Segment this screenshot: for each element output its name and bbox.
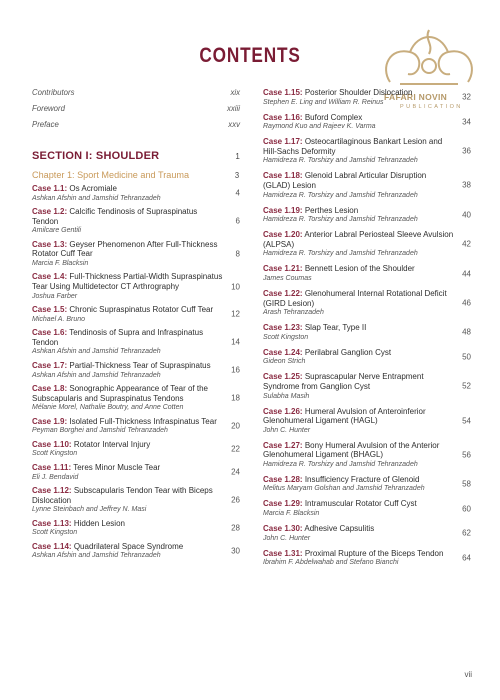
case-title: Insufficiency Fracture of Glenoid: [304, 474, 420, 484]
page-ref: 30: [231, 546, 240, 556]
toc-entry[interactable]: [263, 407, 471, 435]
case-authors: Hamidreza R. Torshizy and Jamshid Tehranzadeh: [263, 216, 418, 224]
case-title: Rotator Interval Injury: [73, 439, 151, 449]
case-authors: Marcia F. Blacksin: [32, 259, 89, 267]
page-ref: xxiii: [227, 104, 240, 113]
case-number: Case 1.3:: [32, 239, 68, 249]
case-number: Case 1.12:: [32, 486, 72, 495]
page-ref: 48: [462, 327, 471, 337]
case-title: Os Acromiale: [69, 184, 117, 193]
toc-entry[interactable]: [263, 323, 471, 342]
case-title: Geyser Phenomenon After Full-Thickness Rotator Cuff Tear: [32, 239, 218, 259]
case-authors: James Coumas: [263, 274, 312, 282]
case-authors: Ashkan Afshin and Jamshid Tehranzadeh: [32, 552, 161, 560]
entry-title: [32, 384, 224, 403]
case-number: Case 1.22:: [263, 288, 303, 298]
case-authors: Ashkan Afshin and Jamshid Tehranzadeh: [32, 348, 161, 356]
case-number: Case 1.27:: [263, 440, 303, 450]
page-ref: 38: [462, 180, 471, 190]
page-ref: 3: [234, 171, 240, 180]
case-authors: Joshua Farber: [32, 292, 78, 300]
page-ref: 16: [231, 365, 240, 375]
case-authors: Michael A. Bruno: [32, 315, 86, 323]
toc-entry[interactable]: [32, 184, 240, 203]
page-ref: 40: [462, 210, 471, 220]
case-title: Teres Minor Muscle Tear: [73, 462, 161, 472]
case-number: Case 1.20:: [263, 230, 303, 240]
toc-entry[interactable]: [32, 519, 240, 538]
toc-entry[interactable]: [32, 417, 240, 436]
page-ref: 1: [235, 152, 240, 161]
case-number: Case 1.23:: [263, 323, 303, 333]
case-title: Slap Tear, Type II: [304, 323, 367, 333]
toc-entry[interactable]: [263, 499, 471, 518]
case-authors: Ibrahim F. Abdelwahab and Stefano Bianchi: [263, 559, 399, 567]
case-title: Sonographic Appearance of Tear of the Subscapularis and Supraspinatus Tendons: [32, 384, 208, 403]
case-title: Isolated Full-Thickness Infraspinatus Tear: [69, 416, 217, 426]
front-matter-preface[interactable]: Preface xxv: [32, 120, 240, 129]
case-title: Buford Complex: [304, 112, 363, 122]
page-ref: 50: [462, 352, 471, 362]
case-authors: Scott Kingston: [263, 333, 309, 341]
logo-sub-text: PUBLICATION: [400, 104, 463, 110]
page-ref: 62: [462, 528, 471, 538]
entry-title: [263, 524, 455, 534]
entry-title: [263, 499, 455, 509]
case-number: Case 1.21:: [263, 264, 303, 274]
case-title: Osteocartilaginous Bankart Lesion and Hill-Sachs Deformity: [263, 137, 443, 156]
entry-title: [263, 407, 455, 426]
page-ref: 64: [462, 553, 471, 563]
toc-entry[interactable]: [32, 361, 240, 380]
case-number: Case 1.19:: [263, 205, 303, 215]
case-title: Proximal Rupture of the Biceps Tendon: [304, 548, 444, 558]
toc-entry[interactable]: [32, 486, 240, 514]
case-title: Bennett Lesion of the Shoulder: [304, 264, 415, 274]
toc-entry[interactable]: [263, 206, 471, 225]
entry-title: [32, 361, 224, 371]
case-authors: Raymond Kuo and Rajeev K. Varma: [263, 123, 376, 131]
page-ref: 4: [235, 188, 240, 198]
section-heading[interactable]: SECTION I: SHOULDER 1: [32, 150, 240, 162]
entry-title: [32, 440, 224, 450]
case-number: Case 1.16:: [263, 112, 303, 122]
page-ref: 42: [462, 239, 471, 249]
page-number: vii: [464, 670, 472, 679]
page-ref: 12: [231, 309, 240, 319]
front-matter-contributors[interactable]: Contributors xix: [32, 88, 240, 97]
case-number: Case 1.31:: [263, 548, 303, 558]
page-ref: 36: [462, 146, 471, 156]
page-ref: 18: [231, 393, 240, 403]
case-authors: Hamidreza R. Torshizy and Jamshid Tehranzadeh: [263, 250, 418, 258]
page-ref: 60: [462, 504, 471, 514]
case-title: Glenoid Labral Articular Disruption (GLAD) Lesion: [263, 171, 427, 190]
case-title: Adhesive Capsulitis: [304, 524, 375, 534]
case-authors: John C. Hunter: [263, 534, 311, 542]
case-title: Posterior Shoulder Dislocation: [304, 88, 413, 97]
toc-entry[interactable]: [263, 230, 471, 258]
logo-ornament-icon: [370, 22, 488, 94]
page-ref: 26: [231, 495, 240, 505]
case-authors: Melitus Maryam Golshan and Jamshid Tehranzadeh: [263, 485, 425, 493]
case-title: Partial-Thickness Tear of Supraspinatus: [69, 360, 211, 370]
entry-title: [263, 171, 455, 190]
toc-entry[interactable]: [263, 549, 471, 568]
case-number: Case 1.11:: [32, 462, 72, 472]
entry-title: [263, 137, 455, 156]
page-ref: xix: [230, 88, 240, 97]
case-number: Case 1.5:: [32, 305, 68, 315]
case-authors: Arash Tehranzadeh: [263, 309, 324, 317]
case-title: Bony Humeral Avulsion of the Anterior Glenohumeral Ligament (BHAGL): [263, 440, 440, 460]
case-title: Intramuscular Rotator Cuff Cyst: [304, 499, 417, 509]
case-authors: Mélanie Morel, Nathalie Boutry, and Anne Cotten: [32, 404, 184, 412]
entry-title: [263, 348, 455, 358]
case-title: Tendinosis of Supra and Infraspinatus Tendon: [32, 328, 204, 347]
entry-title: [263, 372, 455, 391]
case-number: Case 1.2:: [32, 207, 68, 217]
case-number: Case 1.9:: [32, 416, 68, 426]
entry-title: [263, 323, 455, 333]
case-number: Case 1.14:: [32, 541, 72, 551]
page-ref: 46: [462, 298, 471, 308]
page-ref: 28: [231, 523, 240, 533]
page-ref: 52: [462, 381, 471, 391]
front-matter-foreword[interactable]: Foreword xxiii: [32, 104, 240, 113]
case-number: Case 1.18:: [263, 171, 303, 181]
case-authors: Gideon Strich: [263, 358, 306, 366]
page-ref: xxv: [228, 120, 240, 129]
entry-title: [32, 542, 224, 552]
page-title: CONTENTS: [199, 44, 301, 67]
toc-entry[interactable]: [32, 305, 240, 324]
case-authors: Ashkan Afshin and Jamshid Tehranzadeh: [32, 194, 161, 202]
toc-entry[interactable]: [32, 272, 240, 300]
page-ref: 56: [462, 450, 471, 460]
case-number: Case 1.26:: [263, 406, 303, 416]
case-authors: Ashkan Afshin and Jamshid Tehranzadeh: [32, 371, 161, 379]
entry-title: [32, 328, 224, 347]
page-ref: 44: [462, 269, 471, 279]
entry-title: [263, 549, 455, 559]
entry-title: [32, 486, 224, 505]
case-title: Anterior Labral Periosteal Sleeve Avulsion (ALPSA): [263, 230, 454, 249]
toc-entry[interactable]: [263, 524, 471, 543]
toc-entry[interactable]: [263, 348, 471, 367]
case-authors: Hamidreza R. Torshizy and Jamshid Tehranzadeh: [263, 157, 418, 165]
case-authors: Scott Kingston: [32, 450, 78, 458]
toc-entry[interactable]: [32, 542, 240, 561]
case-authors: Marcia F. Blacksin: [263, 510, 320, 518]
case-title: Humeral Avulsion of Anteroinferior Glenohumeral Ligament (HAGL): [263, 406, 426, 426]
case-title: Quadrilateral Space Syndrome: [73, 541, 184, 551]
toc-right-column: [263, 88, 471, 573]
right-case-list: [263, 88, 471, 567]
entry-title: [32, 184, 224, 194]
case-number: Case 1.10:: [32, 439, 72, 449]
case-title: Suprascapular Nerve Entrapment Syndrome from Ganglion Cyst: [263, 372, 424, 391]
case-number: Case 1.17:: [263, 137, 303, 147]
case-number: Case 1.25:: [263, 372, 303, 382]
case-title: Chronic Supraspinatus Rotator Cuff Tear: [69, 305, 214, 315]
left-case-list: [32, 184, 240, 560]
toc-entry[interactable]: [32, 440, 240, 459]
case-number: Case 1.6:: [32, 328, 68, 338]
case-authors: Scott Kingston: [32, 529, 78, 537]
toc-entry[interactable]: [32, 384, 240, 412]
case-number: Case 1.13:: [32, 518, 72, 528]
entry-title: [32, 305, 224, 315]
case-authors: Hamidreza R. Torshizy and Jamshid Tehranzadeh: [263, 191, 418, 199]
case-title: Glenohumeral Internal Rotational Deficit (GIRD Lesion): [263, 288, 447, 308]
entry-title: [263, 230, 455, 249]
case-title: Full-Thickness Partial-Width Supraspinatus Tear Using Multidetector CT Arthrography: [32, 272, 223, 292]
case-title: Subscapularis Tendon Tear with Biceps Dislocation: [32, 486, 213, 505]
toc-entry[interactable]: [32, 328, 240, 356]
page-ref: 14: [231, 337, 240, 347]
page-ref: 54: [462, 416, 471, 426]
toc-entry[interactable]: [32, 207, 240, 235]
case-authors: Peyman Borghei and Jamshid Tehranzadeh: [32, 427, 168, 435]
toc-entry[interactable]: [263, 441, 471, 469]
page-ref: 20: [231, 421, 240, 431]
toc-entry[interactable]: [263, 171, 471, 199]
case-number: Case 1.24:: [263, 347, 303, 357]
case-number: Case 1.7:: [32, 360, 68, 370]
page-ref: 32: [462, 92, 471, 102]
case-title: Hidden Lesion: [73, 518, 125, 528]
entry-title: [32, 207, 224, 226]
entry-title: [263, 289, 455, 308]
case-title: Perilabral Ganglion Cyst: [304, 347, 392, 357]
entry-title: [263, 264, 455, 274]
entry-title: [32, 272, 224, 291]
entry-title: [32, 240, 224, 259]
case-number: Case 1.15:: [263, 88, 303, 97]
case-number: Case 1.8:: [32, 384, 68, 394]
case-authors: Eli J. Bendavid: [32, 473, 79, 481]
page-ref: 34: [462, 117, 471, 127]
toc-entry[interactable]: [32, 463, 240, 482]
page-ref: 24: [231, 467, 240, 477]
entry-title: [263, 441, 455, 460]
entry-title: [263, 113, 455, 123]
page-ref: 10: [231, 282, 240, 292]
case-number: Case 1.1:: [32, 184, 68, 193]
case-title: Perthes Lesion: [304, 205, 359, 215]
page-ref: 6: [235, 216, 240, 226]
page-ref: 8: [235, 249, 240, 259]
entry-title: [32, 463, 224, 473]
toc-entry[interactable]: [263, 475, 471, 494]
case-number: Case 1.29:: [263, 499, 303, 509]
case-authors: Lynne Steinbach and Jeffrey N. Masi: [32, 506, 147, 514]
logo-brand-text: FAFARI NOVIN: [384, 92, 448, 102]
case-title: Calcific Tendinosis of Supraspinatus Tendon: [32, 207, 198, 226]
entry-title: [32, 519, 224, 529]
case-number: Case 1.28:: [263, 474, 303, 484]
toc-entry[interactable]: [263, 88, 471, 107]
case-authors: Sulabha Masih: [263, 392, 310, 400]
toc-entry[interactable]: [32, 240, 240, 268]
toc-left-column: [32, 88, 240, 565]
page-ref: 22: [231, 444, 240, 454]
page-ref: 58: [462, 479, 471, 489]
toc-entry[interactable]: [263, 264, 471, 283]
case-authors: John C. Hunter: [263, 426, 311, 434]
case-authors: Stephen E. Ling and William R. Reinus: [263, 98, 384, 106]
case-authors: Hamidreza R. Torshizy and Jamshid Tehranzadeh: [263, 460, 418, 468]
chapter-heading[interactable]: Chapter 1: Sport Medicine and Trauma 3: [32, 170, 240, 181]
toc-entry[interactable]: [263, 137, 471, 165]
entry-title: [263, 206, 455, 216]
toc-entry[interactable]: [263, 289, 471, 317]
entry-title: [32, 417, 224, 427]
toc-entry[interactable]: [263, 372, 471, 400]
case-number: Case 1.4:: [32, 272, 68, 282]
case-authors: Amilcare Gentili: [32, 227, 82, 235]
entry-title: [263, 475, 455, 485]
case-number: Case 1.30:: [263, 524, 303, 534]
entry-title: [263, 88, 455, 98]
toc-entry[interactable]: [263, 113, 471, 132]
